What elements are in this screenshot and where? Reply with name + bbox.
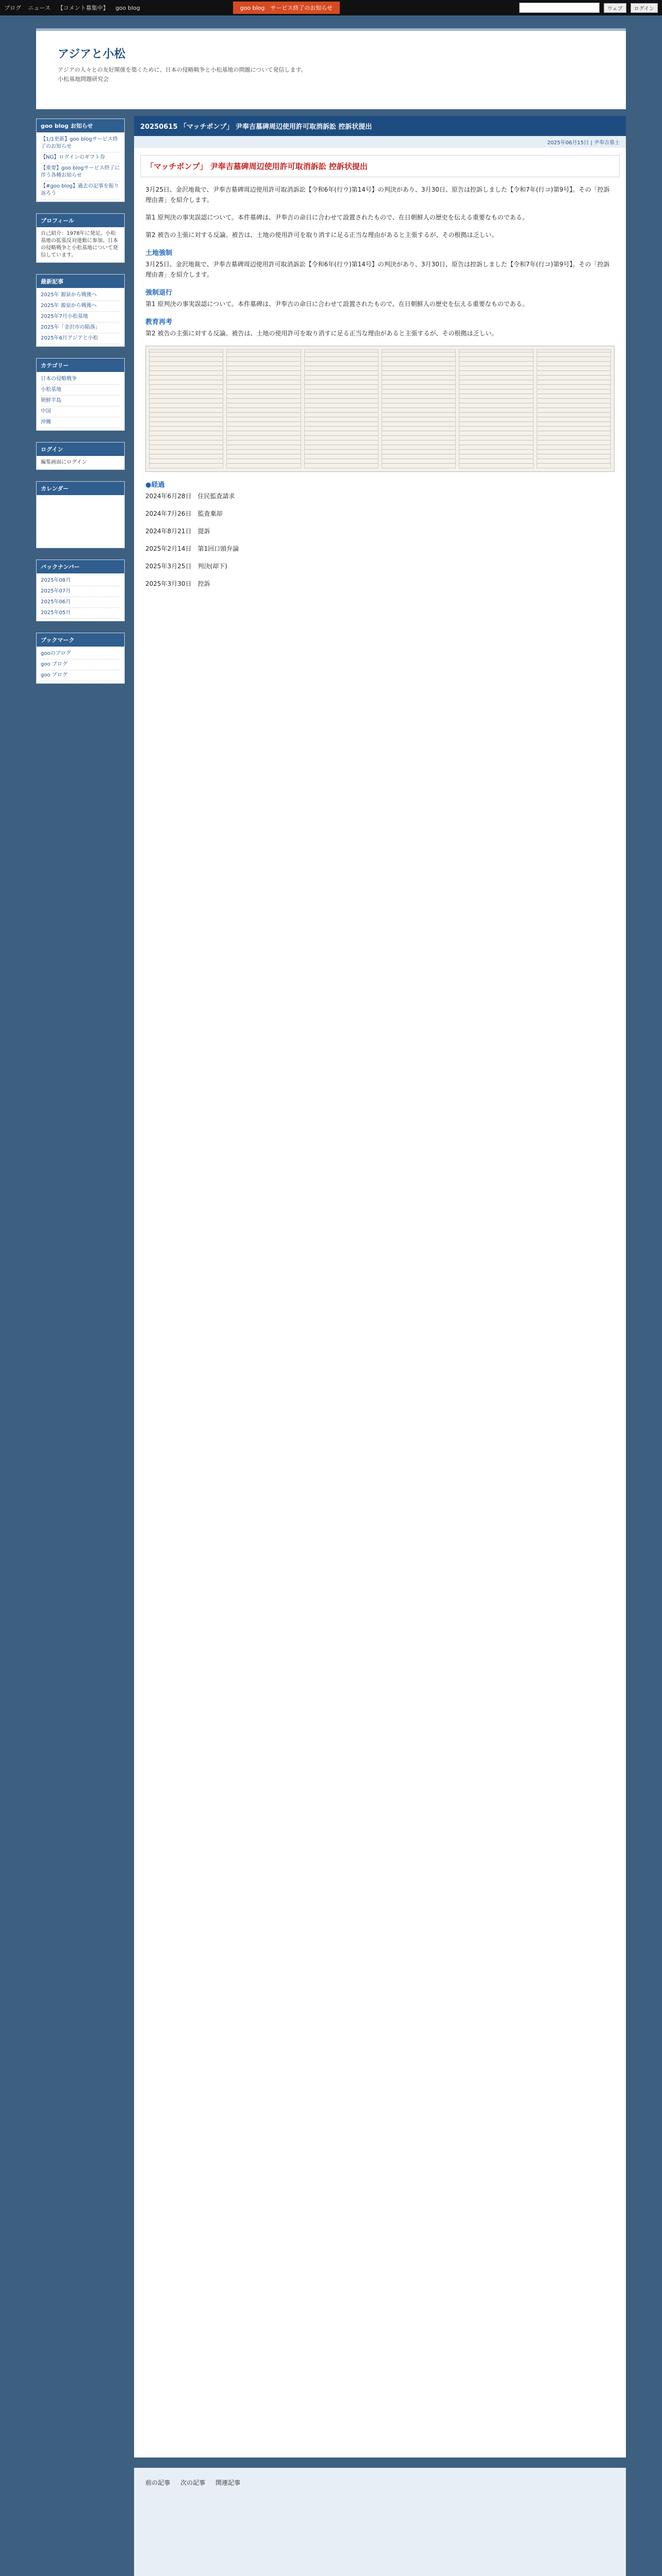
recent-box — [36, 274, 125, 347]
profile-box — [36, 213, 125, 263]
entry-header: 20250615 「マッチポンプ」 尹奉吉墓碑周辺使用許可取消訴訟 控訴状提出 — [134, 116, 626, 136]
blog-subtitle: 小松基地問題研究会 — [58, 76, 109, 82]
top-links — [4, 4, 145, 12]
blog-title[interactable]: アジアと小松 — [58, 48, 126, 61]
backnumber-box — [36, 560, 125, 621]
entry-paragraph: 第2 被告の主張に対する反論。被告は、土地の使用許可を取り消すに足る正当な理由があると主張するが、その根拠は乏しい。 — [145, 231, 498, 239]
next-entry-link[interactable]: 次の記事 — [180, 2479, 206, 2486]
bookmark-box — [36, 633, 125, 684]
category-item[interactable]: 沖縄 — [41, 417, 120, 428]
backnumber-item[interactable]: 2025年05月 — [41, 608, 120, 619]
top-link-2[interactable]: ニュース — [28, 5, 51, 11]
timeline-item: 2025年2月14日 第1回口頭弁論 — [145, 545, 239, 552]
timeline-item: 2025年3月25日 判決(却下) — [145, 563, 227, 570]
prev-entry-link[interactable]: 前の記事 — [145, 2479, 171, 2486]
calendar-box — [36, 481, 125, 548]
info-item[interactable]: 【重要】goo blogサービス終了に伴う各種お知らせ — [41, 163, 120, 181]
recent-item[interactable]: 2025年7月小松基地 — [41, 312, 120, 323]
top-link-3[interactable]: 【コメント募集中】 — [57, 5, 109, 11]
entry-paragraph: 第2 被告の主張に対する反論。被告は、土地の使用許可を取り消すに足る正当な理由があると主張するが、その根拠は乏しい。 — [145, 330, 498, 337]
login-title: ログイン — [37, 443, 124, 456]
main-content — [134, 116, 626, 2458]
entry-paragraph: 3月25日、金沢地裁で、尹奉吉墓碑周辺使用許可取消訴訟【令和6年(行ウ)第14号】の判決があり、3月30日、原告は控訴しました【令和7年(行コ)第9号】。その「控訴理由書」を紹介します。 — [145, 186, 610, 204]
top-link-1[interactable]: ブログ — [4, 5, 21, 11]
info-item[interactable]: 【#goo blog】過去の記事を振り返ろう — [41, 181, 120, 199]
info-item[interactable]: 【1/1更新】goo blogサービス終了のお知らせ — [41, 134, 120, 152]
bookmark-item[interactable]: gooのブログ — [41, 649, 120, 659]
category-item[interactable]: 日本の侵略戦争 — [41, 374, 120, 385]
section-heading: 教育再考 — [145, 318, 173, 326]
info-box — [36, 118, 125, 202]
category-item[interactable]: 朝鮮半島 — [41, 396, 120, 406]
entry-paragraph: 第1 原判決の事実誤認について。本件墓碑は、尹奉吉の命日に合わせて設置されたもので、在日朝鮮人の歴史を伝える重要なものである。 — [145, 214, 528, 221]
section-heading: 土地強制 — [145, 249, 173, 257]
login-link[interactable]: 編集画面にログイン — [41, 460, 87, 465]
profile-text: 自己紹介：1978年に発足。小松基地の拡張反対運動に参加。日本の侵略戦争と小松基地について発信しています。 — [41, 231, 118, 258]
search-input[interactable] — [519, 3, 600, 13]
entry-title: 「マッチポンプ」 尹奉吉墓碑周辺使用許可取消訴訟 控訴状提出 — [140, 155, 620, 177]
blog-description: アジアの人々との友好関係を築くために、日本の侵略戦争と小松基地の問題について発信します。 — [58, 66, 307, 73]
timeline-item: 2024年8月21日 提訴 — [145, 528, 210, 535]
summary-heading: ●経過 — [145, 481, 165, 489]
recent-title: 最新記事 — [37, 275, 124, 288]
category-title: カテゴリー — [37, 359, 124, 372]
backnumber-title: バックナンバー — [37, 560, 124, 573]
login-button[interactable]: ログイン — [631, 3, 658, 13]
backnumber-item[interactable]: 2025年06月 — [41, 597, 120, 608]
timeline-item: 2025年3月30日 控訴 — [145, 580, 210, 587]
search-button[interactable]: ウェブ — [604, 3, 626, 13]
blog-header — [36, 28, 626, 109]
related-heading: 関連記事 — [216, 2479, 241, 2486]
service-end-banner[interactable]: goo blog サービス終了のお知らせ — [233, 2, 340, 14]
entry-date: 2025年06月15日 | 尹奉吉墓士 — [134, 136, 626, 148]
category-box — [36, 358, 125, 431]
info-item[interactable]: 【NG】ログインのギフト券 — [41, 152, 120, 163]
category-item[interactable]: 小松基地 — [41, 385, 120, 396]
document-image — [145, 346, 615, 472]
footer-area — [134, 2468, 626, 2576]
info-title: goo blog お知らせ — [37, 119, 124, 132]
calendar-grid — [37, 495, 124, 548]
section-heading: 強制退行 — [145, 289, 173, 297]
category-item[interactable]: 中国 — [41, 406, 120, 417]
timeline-item: 2024年7月26日 監査棄却 — [145, 510, 223, 517]
recent-item[interactable]: 2025年「金沢市の陥落」 — [41, 323, 120, 333]
backnumber-item[interactable]: 2025年07月 — [41, 586, 120, 597]
recent-item[interactable]: 2025年 源泉から戦後へ — [41, 290, 120, 301]
top-bar — [0, 0, 662, 15]
calendar-title: カレンダー — [37, 482, 124, 495]
bookmark-item[interactable]: goo ブログ — [41, 670, 120, 681]
login-box — [36, 442, 125, 470]
entry-paragraph: 3月25日、金沢地裁で、尹奉吉墓碑周辺使用許可取消訴訟【令和6年(行ウ)第14号】の判決があり、3月30日、原告は控訴しました【令和7年(行コ)第9号】。その「控訴理由書」を紹介します。 — [145, 261, 610, 278]
top-link-4[interactable]: goo blog — [115, 5, 140, 11]
recent-item[interactable]: 2025年 源泉から戦後へ — [41, 301, 120, 312]
backnumber-item[interactable]: 2025年08月 — [41, 575, 120, 586]
timeline-item: 2024年6月28日 住民監査請求 — [145, 493, 235, 500]
recent-item[interactable]: 2025年6月アジアと小松 — [41, 333, 120, 344]
sidebar — [36, 118, 125, 695]
bookmark-title: ブックマーク — [37, 633, 124, 647]
bookmark-item[interactable]: goo ブログ — [41, 659, 120, 670]
profile-title: プロフィール — [37, 214, 124, 227]
entry-paragraph: 第1 原判決の事実誤認について。本件墓碑は、尹奉吉の命日に合わせて設置されたもので、在日朝鮮人の歴史を伝える重要なものである。 — [145, 300, 528, 308]
